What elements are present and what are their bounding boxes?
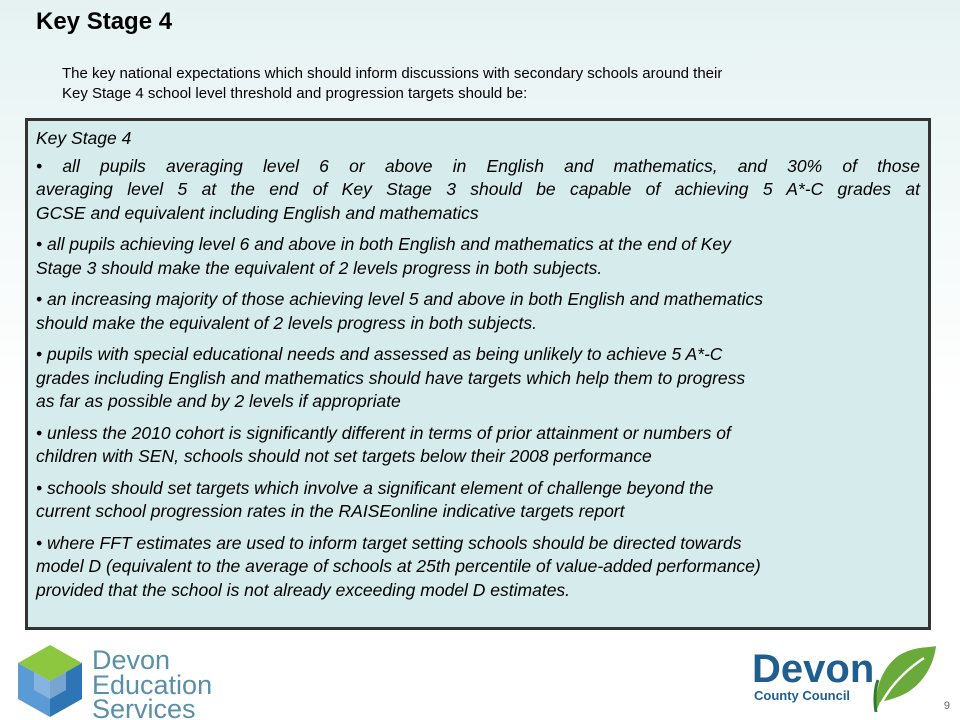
- intro-line: The key national expectations which should inform discussions with secondary schools around their: [62, 65, 723, 82]
- bullet-line: • all pupils achieving level 6 and above in both English and mathematics at the end of Key: [36, 234, 731, 254]
- devon-education-services-logo: [10, 640, 250, 720]
- bullet-line: should make the equivalent of 2 levels progress in both subjects.: [36, 312, 537, 333]
- bullet-line: • schools should set targets which involve a significant element of challenge beyond the: [36, 477, 714, 498]
- page-number: 9: [943, 700, 950, 712]
- bullet-item: [36, 155, 920, 226]
- bullet-line: • unless the 2010 cohort is significantly different in terms of prior attainment or numbers of: [36, 422, 731, 443]
- bullet-item: [36, 532, 920, 603]
- bullet-item: [36, 233, 920, 280]
- bullet-line: children with SEN, schools should not set targets below their 2008 performance: [36, 446, 652, 466]
- bullet-line: provided that the school is not already exceeding model D estimates.: [36, 579, 571, 600]
- des-logo-line1: Devon: [92, 645, 171, 675]
- key-stage-4-box: [25, 118, 931, 630]
- bullet-line: grades including English and mathematics should have targets which help them to progress: [36, 367, 746, 388]
- dcc-logo-line2: County Council: [754, 688, 851, 703]
- bullet-line: • all pupils averaging level 6 or above in English and mathematics, and 30% of those: [36, 155, 920, 176]
- intro-text: [62, 64, 902, 104]
- dcc-logo-line1: Devon: [752, 647, 875, 691]
- leaf-icon: [875, 646, 936, 712]
- bullet-item: [36, 343, 920, 414]
- slide-title: Key Stage 4: [36, 8, 173, 35]
- bullet-line: Stage 3 should make the equivalent of 2 levels progress in both subjects.: [36, 257, 603, 278]
- bullet-line: GCSE and equivalent including English and mathematics: [36, 202, 479, 223]
- bullet-line: averaging level 5 at the end of Key Stage 3 should be capable of achieving 5 A*-C grades at: [36, 179, 920, 199]
- bullet-line: • pupils with special educational needs and assessed as being unlikely to achieve 5 A*-C: [36, 344, 723, 364]
- bullet-line: as far as possible and by 2 levels if appropriate: [36, 391, 401, 411]
- bullet-line: • an increasing majority of those achieving level 5 and above in both English and mathematics: [36, 289, 763, 309]
- intro-line: Key Stage 4 school level threshold and progression targets should be:: [62, 85, 528, 102]
- des-logo-line3: Services: [92, 694, 196, 720]
- box-heading: Key Stage 4: [36, 128, 132, 148]
- bullet-line: model D (equivalent to the average of schools at 25th percentile of value-added performance): [36, 556, 761, 576]
- des-logo-line2: Education: [92, 670, 213, 700]
- devon-county-council-logo: [748, 640, 948, 715]
- bullet-item: [36, 422, 920, 469]
- bullet-item: [36, 477, 920, 524]
- bullet-line: • where FFT estimates are used to inform target setting schools should be directed towards: [36, 532, 742, 553]
- bullet-item: [36, 288, 920, 335]
- bullet-line: current school progression rates in the RAISEonline indicative targets report: [36, 501, 625, 521]
- hexagon-cube-icon: [18, 645, 82, 717]
